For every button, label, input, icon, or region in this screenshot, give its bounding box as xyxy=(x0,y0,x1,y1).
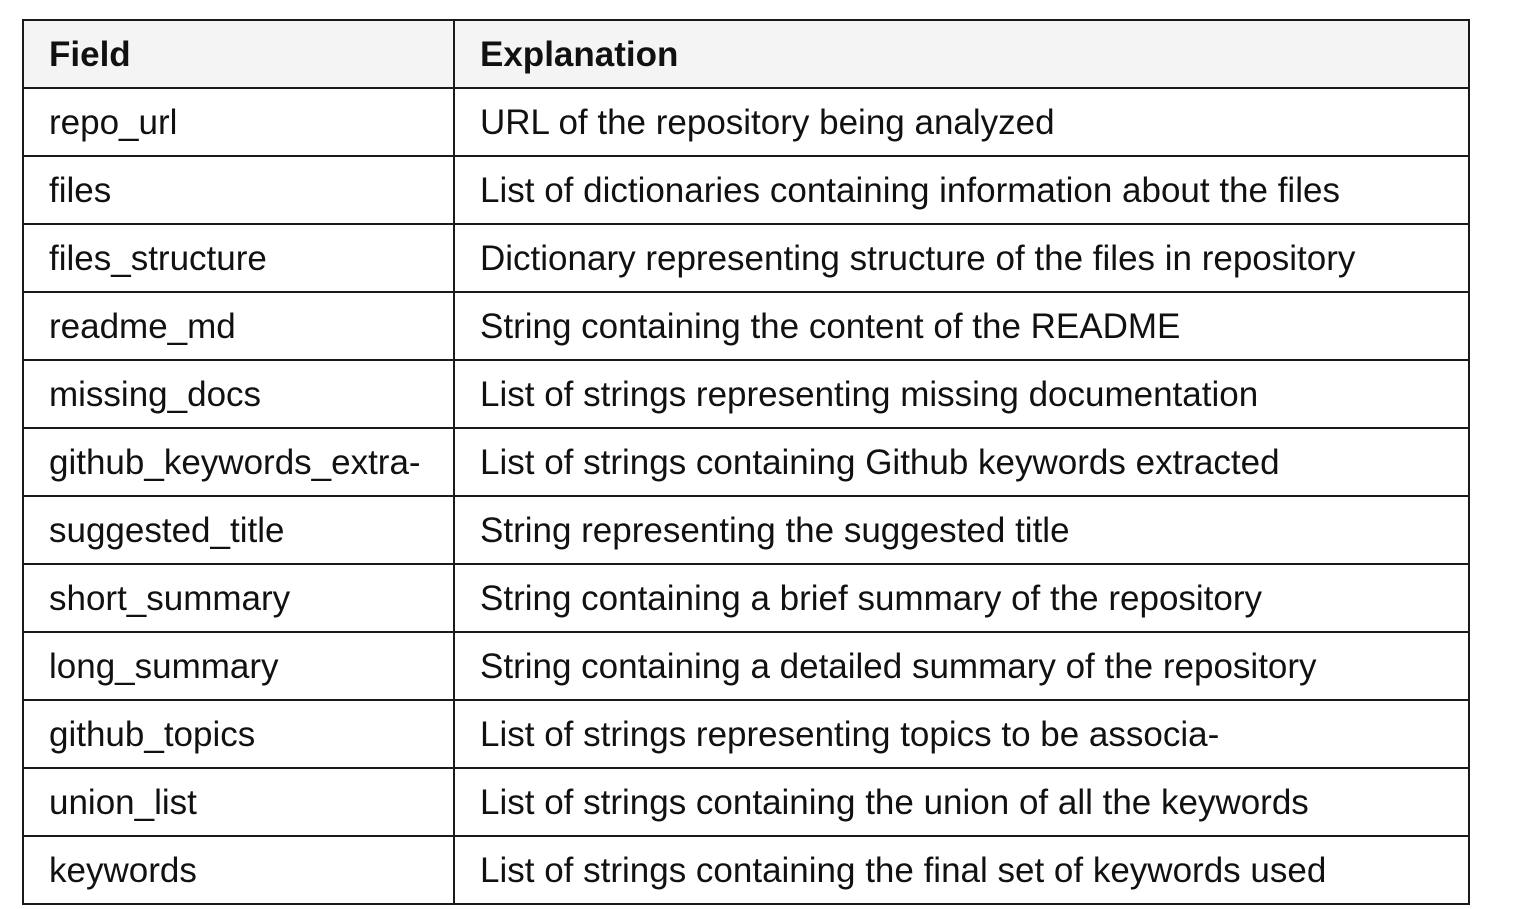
table-row xyxy=(23,632,1469,700)
table-row xyxy=(23,836,1469,904)
table-row xyxy=(23,88,1469,156)
table-row xyxy=(23,156,1469,224)
field-cell: files xyxy=(23,156,454,224)
field-cell: long_summary xyxy=(23,632,454,700)
table-row xyxy=(23,768,1469,836)
field-cell: union_list xyxy=(23,768,454,836)
field-cell: readme_md xyxy=(23,292,454,360)
field-cell: github_topics xyxy=(23,700,454,768)
explanation-cell: String representing the suggested title xyxy=(454,496,1469,564)
table-row xyxy=(23,428,1469,496)
field-cell: suggested_title xyxy=(23,496,454,564)
explanation-cell: String containing a brief summary of the repository xyxy=(454,564,1469,632)
explanation-cell: List of strings containing Github keywords extracted xyxy=(454,428,1469,496)
table-row xyxy=(23,224,1469,292)
table-header-row xyxy=(23,20,1469,88)
explanation-cell: String containing the content of the README xyxy=(454,292,1469,360)
field-cell: repo_url xyxy=(23,88,454,156)
explanation-cell: List of dictionaries containing information about the files xyxy=(454,156,1469,224)
header-field: Field xyxy=(23,20,454,88)
fields-table xyxy=(22,19,1470,905)
field-cell: files_structure xyxy=(23,224,454,292)
table-row xyxy=(23,360,1469,428)
explanation-cell: List of strings representing topics to be associa- xyxy=(454,700,1469,768)
explanation-cell: String containing a detailed summary of the repository xyxy=(454,632,1469,700)
table-row xyxy=(23,700,1469,768)
header-explanation: Explanation xyxy=(454,20,1469,88)
explanation-cell: List of strings representing missing documentation xyxy=(454,360,1469,428)
fields-table-container xyxy=(22,19,1468,905)
field-cell: short_summary xyxy=(23,564,454,632)
table-row xyxy=(23,564,1469,632)
field-cell: keywords xyxy=(23,836,454,904)
table-row xyxy=(23,292,1469,360)
explanation-cell: URL of the repository being analyzed xyxy=(454,88,1469,156)
table-row xyxy=(23,496,1469,564)
explanation-cell: List of strings containing the union of all the keywords xyxy=(454,768,1469,836)
explanation-cell: Dictionary representing structure of the files in repository xyxy=(454,224,1469,292)
explanation-cell: List of strings containing the final set of keywords used xyxy=(454,836,1469,904)
field-cell: github_keywords_extra- xyxy=(23,428,454,496)
field-cell: missing_docs xyxy=(23,360,454,428)
